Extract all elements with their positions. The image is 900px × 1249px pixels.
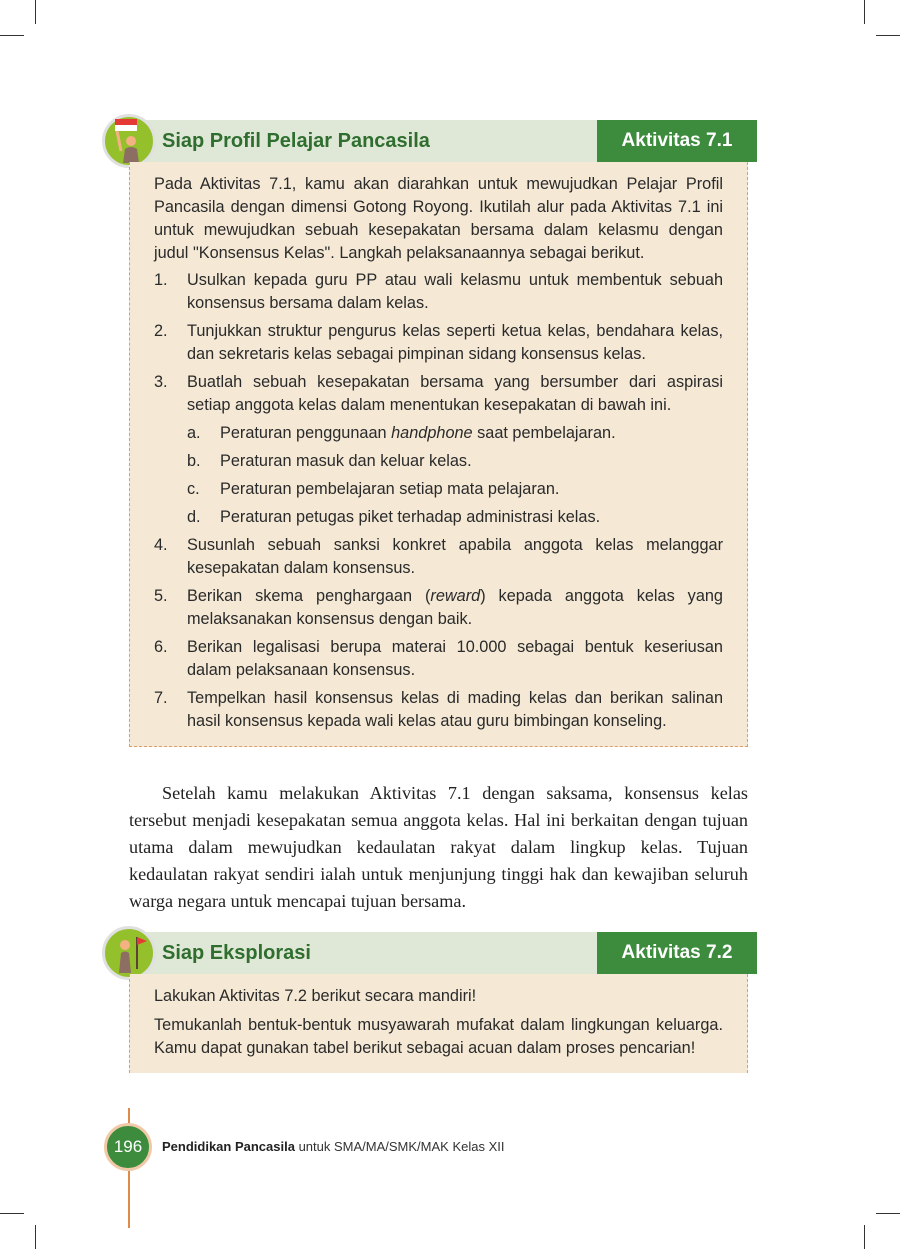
list-item: 2. Tunjukkan struktur pengurus kelas seperti ketua kelas, bendahara kelas, dan sekretaris kelas sebagai pimpinan sidang konsensus kelas. [154,322,723,363]
activity-box [129,162,748,747]
list-item: a. Peraturan penggunaan handphone saat pembelajaran. [187,424,616,442]
explorer-flag-icon [102,926,156,980]
footer-book-title: Pendidikan Pancasila untuk SMA/MA/SMK/MAK Kelas XII [162,1139,505,1154]
list-item: c. Peraturan pembelajaran setiap mata pelajaran. [187,480,560,498]
crop-mark [876,1213,900,1214]
list-item: 7. Tempelkan hasil konsensus kelas di mading kelas dan berikan salinan hasil konsensus kepada wali kelas atau guru bimbingan konseling. [154,689,723,730]
list-item: 4. Susunlah sebuah sanksi konkret apabila anggota kelas melanggar kesepakatan dalam konsensus. [154,536,723,577]
list-item: b. Peraturan masuk dan keluar kelas. [187,452,472,470]
activity-box [129,974,748,1073]
crop-mark [0,1213,24,1214]
crop-mark [876,35,900,36]
list-item: d. Peraturan petugas piket terhadap administrasi kelas. [187,508,601,526]
crop-mark [35,1225,36,1249]
activity-title: Siap Profil Pelajar Pancasila [162,129,430,152]
list-item: 6. Berikan legalisasi berupa materai 10.000 sebagai bentuk keseriusan dalam pelaksanaan konsensus. [154,638,723,679]
body-paragraph: Setelah kamu melakukan Aktivitas 7.1 dengan saksama, konsensus kelas tersebut menjadi kesepakatan semua anggota kelas. Hal ini berkaitan dengan tujuan utama dalam mewujudkan kedaulatan rakyat dalam lingkup kelas. Tujuan kedaulatan rakyat sendiri ialah untuk menjunjung tinggi hak dan kewajiban seluruh warga negara untuk mencapai tujuan bersama. [129,783,748,911]
activity-intro: Pada Aktivitas 7.1, kamu akan diarahkan untuk mewujudkan Pelajar Profil Pancasila dengan dimensi Gotong Royong. Ikutilah alur pada Aktivitas 7.1 ini untuk mewujudkan sebuah kesepakatan bersama dalam kelasmu dengan judul "Konsensus Kelas". Langkah pelaksanaannya sebagai berikut. [154,175,723,262]
steps-list [154,269,723,733]
activity-instruction: Lakukan Aktivitas 7.2 berikut secara mandiri! [154,987,477,1005]
list-item: 3. Buatlah sebuah kesepakatan bersama yang bersumber dari aspirasi setiap anggota kelas dalam menentukan kesepakatan di bawah ini. a. Peraturan penggunaan handphone saat pembelajaran. b. Peraturan masuk dan keluar kelas. c. Peraturan pembelajaran setiap mata pelajaran. d. Peraturan petugas piket terhadap administrasi kelas. [154,371,723,529]
crop-mark [35,0,36,24]
list-item: 5. Berikan skema penghargaan (reward) kepada anggota kelas yang melaksanakan konsensus dengan baik. [154,587,723,628]
activity-tag: Aktivitas 7.1 [597,120,757,162]
activity-title: Siap Eksplorasi [162,941,311,964]
crop-mark [864,0,865,24]
substeps-list [187,422,723,529]
crop-mark [864,1225,865,1249]
activity-tag: Aktivitas 7.2 [597,932,757,974]
student-flag-icon [102,114,156,168]
list-item: 1. Usulkan kepada guru PP atau wali kelasmu untuk membentuk sebuah konsensus bersama dalam kelas. [154,271,723,312]
page-number: 196 [104,1123,152,1171]
crop-mark [0,35,24,36]
activity-task: Temukanlah bentuk-bentuk musyawarah mufakat dalam lingkungan keluarga. Kamu dapat gunakan tabel berikut sebagai acuan dalam proses pencarian! [154,1016,723,1057]
